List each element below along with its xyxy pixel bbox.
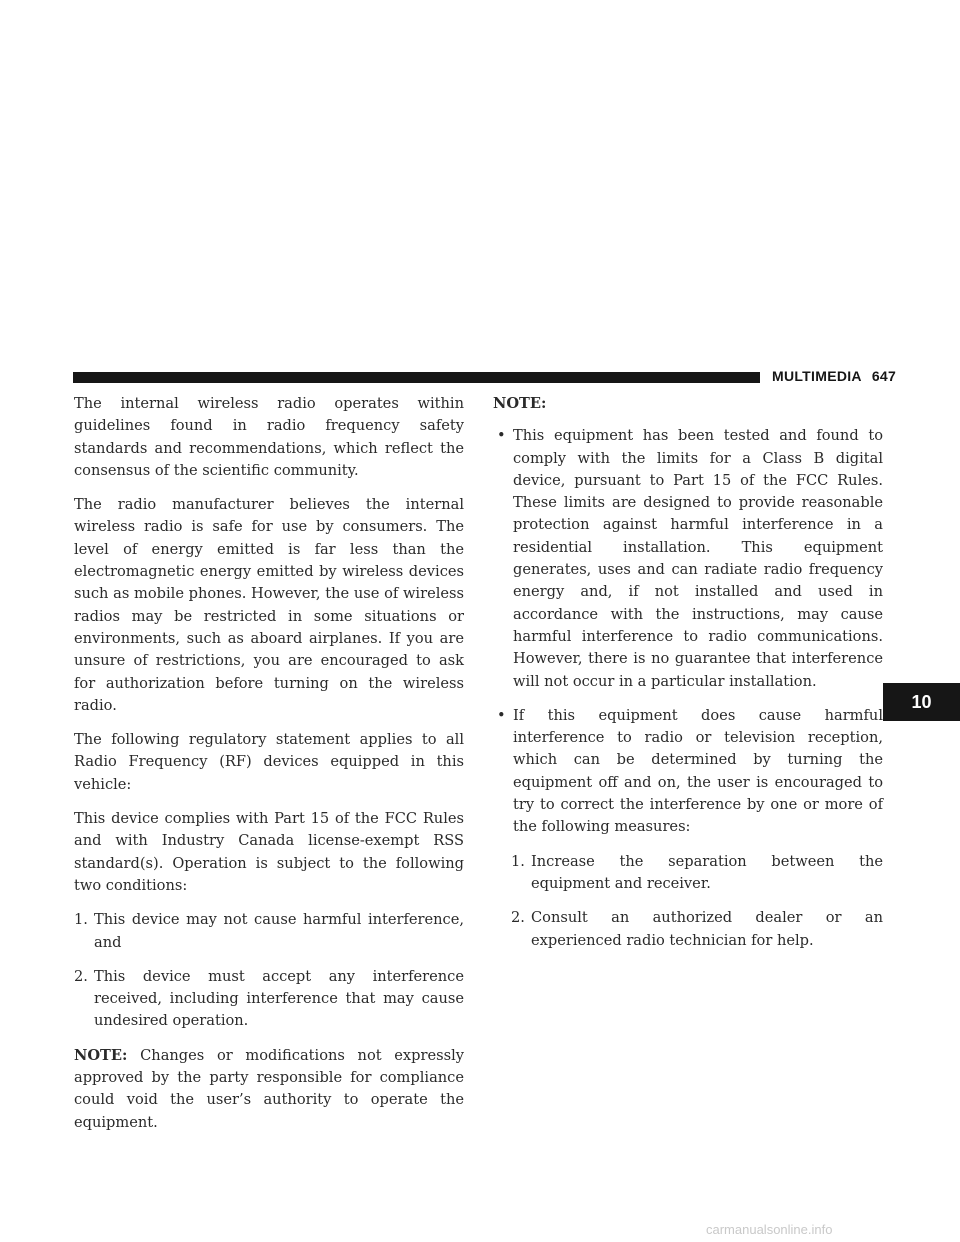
- bullet-item: [493, 425, 883, 693]
- paragraph-regulatory: The following regulatory statement applies to all Radio Frequency (RF) devices equipped in this vehicle:: [74, 731, 464, 793]
- paragraph-compliance: This device complies with Part 15 of the FCC Rules and with Industry Canada license-exempt RSS standard(s). Operation is subject to the following two conditions:: [74, 810, 464, 894]
- paragraph-manufacturer: The radio manufacturer believes the internal wireless radio is safe for use by consumers. The level of energy emitted is far less than the electromagnetic energy emitted by wireless devices such as mobile phones. However, the use of wireless radios may be restricted in some situations or environments, such as aboard airplanes. If you are unsure of restrictions, you are encouraged to ask for authorization before turning on the wireless radio.: [74, 496, 464, 714]
- list-item-text: Consult an authorized dealer or an experienced radio technician for help.: [531, 909, 883, 949]
- list-item-text: Increase the separation between the equipment and receiver.: [531, 852, 883, 892]
- list-marker: 1.: [74, 911, 88, 929]
- header-rule: [73, 372, 760, 383]
- note-heading: NOTE:: [493, 395, 547, 412]
- note-text: Changes or modifications not expressly approved by the party responsible for compliance could void the user’s authority to operate the equipment.: [74, 1046, 465, 1131]
- list-marker: 2.: [511, 909, 525, 927]
- note-label: NOTE:: [74, 1046, 128, 1064]
- list-item: [74, 966, 464, 1033]
- right-column: [493, 393, 883, 964]
- bullet-item: [493, 705, 883, 839]
- paragraph-guidelines: The internal wireless radio operates within guidelines found in radio frequency safety standards and recommendations, which reflect the consensus of the scientific community.: [74, 395, 464, 479]
- list-item: [511, 907, 883, 952]
- chapter-tab[interactable]: 10: [883, 683, 960, 721]
- section-title: MULTIMEDIA: [772, 368, 862, 384]
- page-number: 647: [871, 368, 897, 384]
- list-item: [74, 909, 464, 954]
- left-column: [74, 393, 464, 1146]
- list-marker: 1.: [511, 852, 525, 870]
- list-item-text: This device may not cause harmful interference, and: [94, 911, 464, 951]
- watermark: carmanualsonline.info: [706, 1222, 833, 1237]
- bullet-marker: •: [497, 427, 506, 445]
- running-header: [772, 366, 897, 386]
- conditions-list: [74, 909, 464, 1032]
- bullet-text: If this equipment does cause harmful interference to radio or television reception, which can be determined by turning the equipment off and on, the user is encouraged to try to correct the interference by one or more of the following measures:: [513, 706, 883, 836]
- list-marker: 2.: [74, 967, 88, 985]
- list-item: [511, 851, 883, 896]
- list-item-text: This device must accept any interference received, including interference that may cause undesired operation.: [94, 967, 464, 1030]
- bullet-text: This equipment has been tested and found to comply with the limits for a Class B digital device, pursuant to Part 15 of the FCC Rules. These limits are designed to provide reasonable protection against harmful interference in a residential installation. This equipment generates, uses and can radiate radio frequency energy and, if not installed and used in accordance with the instructions, may cause harmful interference to radio communications. However, there is no guarantee that interference will not occur in a particular installation.: [513, 427, 883, 690]
- note-paragraph: [74, 1045, 464, 1134]
- measures-list: [493, 851, 883, 952]
- bullet-marker: •: [497, 706, 506, 724]
